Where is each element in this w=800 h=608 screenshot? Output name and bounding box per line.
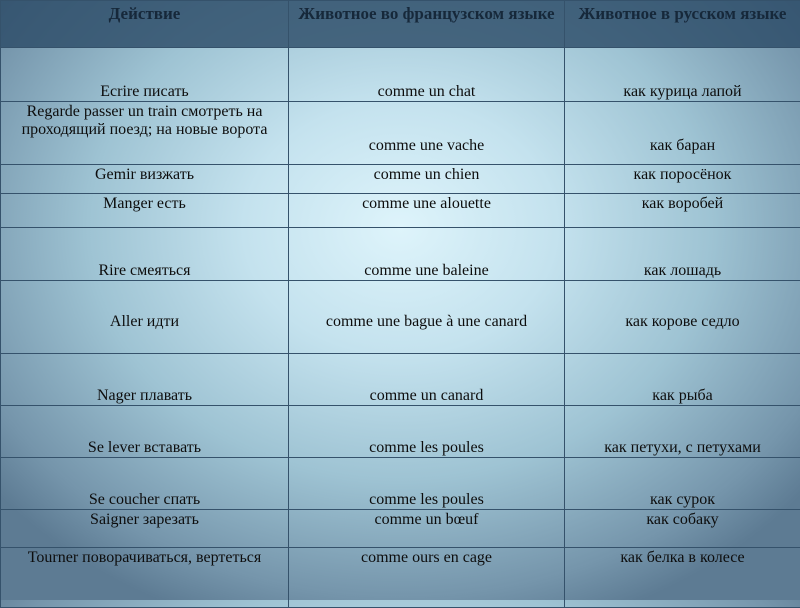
cell-russian: как рыба — [565, 354, 800, 406]
cell-action: Ecrire писать — [1, 48, 289, 102]
cell-french: comme les poules — [289, 406, 565, 458]
cell-russian: как поросёнок — [565, 165, 800, 194]
cell-action: Tourner поворачиваться, вертеться — [1, 548, 289, 608]
cell-action: Regarde passer un train смотреть на проходящий поезд; на новые ворота — [1, 102, 289, 165]
table-row — [1, 281, 800, 354]
cell-french: comme une vache — [289, 102, 565, 165]
cell-french: comme une alouette — [289, 194, 565, 228]
cell-french: comme un bœuf — [289, 510, 565, 548]
cell-french: comme les poules — [289, 458, 565, 510]
cell-action: Se lever вставать — [1, 406, 289, 458]
cell-russian: как сурок — [565, 458, 800, 510]
cell-action: Gemir визжать — [1, 165, 289, 194]
cell-russian: как воробей — [565, 194, 800, 228]
cell-russian: как лошадь — [565, 228, 800, 281]
cell-french: comme un chien — [289, 165, 565, 194]
cell-action: Aller идти — [1, 281, 289, 354]
table-row — [1, 48, 800, 102]
header-french: Животное во французском языке — [289, 1, 565, 48]
cell-action: Se coucher спать — [1, 458, 289, 510]
cell-russian: как курица лапой — [565, 48, 800, 102]
cell-action: Rire смеяться — [1, 228, 289, 281]
table-row — [1, 228, 800, 281]
cell-action: Nager плавать — [1, 354, 289, 406]
table-row — [1, 194, 800, 228]
cell-russian: как баран — [565, 102, 800, 165]
cell-action: Saigner зарезать — [1, 510, 289, 548]
cell-russian: как собаку — [565, 510, 800, 548]
header-action: Действие — [1, 1, 289, 48]
cell-french: comme une bague à une canard — [289, 281, 565, 354]
header-russian: Животное в русском языке — [565, 1, 800, 48]
cell-russian: как петухи, с петухами — [565, 406, 800, 458]
table-row — [1, 165, 800, 194]
table-row — [1, 548, 800, 608]
table-row — [1, 102, 800, 165]
cell-french: comme ours en cage — [289, 548, 565, 608]
cell-french: comme une baleine — [289, 228, 565, 281]
header-row — [1, 1, 800, 48]
cell-russian: как корове седло — [565, 281, 800, 354]
table-row — [1, 510, 800, 548]
cell-french: comme un canard — [289, 354, 565, 406]
table-row — [1, 354, 800, 406]
table-row — [1, 458, 800, 510]
cell-russian: как белка в колесе — [565, 548, 800, 608]
table-row — [1, 406, 800, 458]
cell-french: comme un chat — [289, 48, 565, 102]
cell-action: Manger есть — [1, 194, 289, 228]
